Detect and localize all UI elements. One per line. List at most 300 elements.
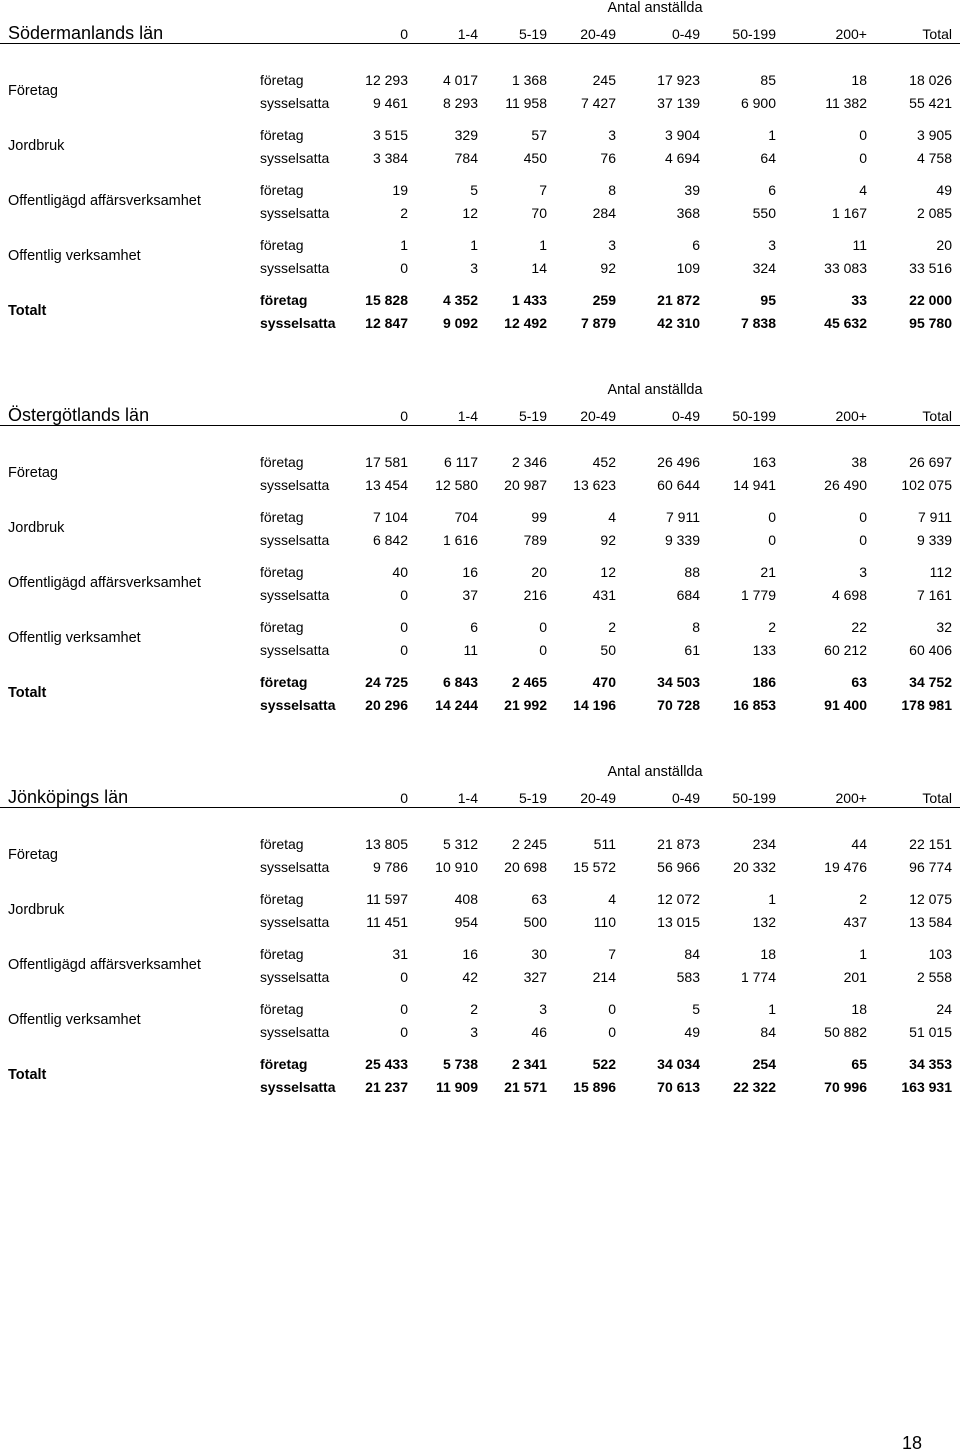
antal-anstallda-caption: Antal anställda [607,0,703,16]
table-cell: 39 [684,182,700,198]
table-cell: 70 [531,205,547,221]
table-cell: 12 075 [909,891,952,907]
table-cell: 437 [843,914,867,930]
table-cell: 7 427 [580,95,616,111]
table-cell: 21 872 [657,292,700,308]
table-cell: 13 015 [657,914,700,930]
table-cell: 7 104 [372,509,408,525]
table-cell: 34 353 [909,1056,952,1072]
row-category: Offentligägd affärsverksamhet [8,193,201,209]
table-cell: 4 [608,509,616,525]
table-cell: 132 [752,914,776,930]
column-header: 50-199 [732,408,776,424]
row-category: Offentlig verksamhet [8,1012,141,1028]
table-cell: 12 293 [365,72,408,88]
table-cell: 13 454 [365,477,408,493]
row-label: företag [260,127,304,143]
table-cell: 22 151 [909,836,952,852]
table-cell: 3 [470,1024,478,1040]
row-label: företag [260,1001,304,1017]
table-cell: 8 [692,619,700,635]
table-cell: 21 [760,564,776,580]
table-cell: 60 212 [824,642,867,658]
table-cell: 8 [608,182,616,198]
table-cell: 954 [454,914,478,930]
row-label: sysselsatta [260,315,336,331]
table-cell: 17 581 [365,454,408,470]
table-section [0,0,960,340]
table-cell: 50 [600,642,616,658]
table-cell: 12 580 [435,477,478,493]
column-header: 50-199 [732,26,776,42]
column-header: 0 [400,408,408,424]
table-cell: 522 [592,1056,616,1072]
table-cell: 38 [851,454,867,470]
table-cell: 0 [608,1024,616,1040]
table-cell: 9 339 [664,532,700,548]
antal-anstallda-caption: Antal anställda [607,764,703,780]
table-cell: 18 [851,1001,867,1017]
table-cell: 7 879 [580,315,616,331]
row-category: Offentlig verksamhet [8,630,141,646]
table-cell: 56 966 [657,859,700,875]
table-cell: 18 026 [909,72,952,88]
row-label: företag [260,1056,308,1072]
table-cell: 452 [592,454,616,470]
table-cell: 61 [684,642,700,658]
row-category: Totalt [8,685,47,701]
table-cell: 511 [593,836,616,852]
table-cell: 2 558 [916,969,952,985]
table-cell: 16 853 [733,697,776,713]
row-category: Jordbruk [8,520,65,536]
column-header: 0 [400,26,408,42]
table-cell: 19 476 [824,859,867,875]
table-cell: 3 [539,1001,547,1017]
table-cell: 11 [463,642,478,658]
table-cell: 85 [760,72,776,88]
table-cell: 6 843 [442,674,478,690]
table-cell: 22 [851,619,867,635]
column-header: Total [922,408,952,424]
section-title: Jönköpings län [8,787,129,807]
table-cell: 2 341 [511,1056,547,1072]
table-cell: 0 [400,587,408,603]
table-cell: 3 [859,564,867,580]
table-cell: 7 [539,182,547,198]
section-title: Södermanlands län [8,23,164,43]
table-section [0,382,960,722]
table-cell: 3 [470,260,478,276]
table-cell: 13 623 [573,477,616,493]
row-label: sysselsatta [260,642,330,658]
table-cell: 201 [843,969,867,985]
row-label: sysselsatta [260,969,330,985]
table-cell: 5 [470,182,478,198]
table-cell: 1 [539,237,547,253]
table-cell: 704 [454,509,478,525]
table-cell: 11 [852,237,867,253]
table-cell: 0 [859,150,867,166]
table-cell: 12 847 [365,315,408,331]
header-rule [0,43,960,44]
column-header: 20-49 [580,408,616,424]
row-label: sysselsatta [260,587,330,603]
table-cell: 133 [752,642,776,658]
row-label: sysselsatta [260,205,330,221]
table-cell: 3 [768,237,776,253]
table-cell: 1 167 [831,205,867,221]
table-cell: 26 490 [824,477,867,493]
row-label: sysselsatta [260,697,336,713]
table-cell: 1 [768,891,776,907]
table-cell: 22 322 [733,1079,776,1095]
table-cell: 0 [400,260,408,276]
table-cell: 12 072 [657,891,700,907]
table-cell: 10 910 [435,859,478,875]
table-cell: 21 992 [504,697,547,713]
column-header: 1-4 [457,408,478,424]
table-cell: 46 [531,1024,547,1040]
table-cell: 12 [462,205,478,221]
table-cell: 178 981 [901,697,952,713]
table-cell: 11 958 [505,95,547,111]
table-cell: 1 [768,1001,776,1017]
table-cell: 7 161 [916,587,952,603]
row-label: företag [260,674,308,690]
table-cell: 32 [936,619,952,635]
table-cell: 3 904 [664,127,700,143]
row-label: företag [260,292,308,308]
table-cell: 9 461 [372,95,408,111]
table-cell: 18 [760,946,776,962]
table-cell: 14 196 [573,697,616,713]
table-cell: 4 352 [442,292,478,308]
table-cell: 42 [462,969,478,985]
table-cell: 1 774 [740,969,776,985]
table-cell: 3 515 [372,127,408,143]
table-cell: 2 [400,205,408,221]
table-cell: 6 900 [740,95,776,111]
column-header: 0-49 [671,408,700,424]
table-cell: 789 [523,532,547,548]
section-title: Östergötlands län [8,405,150,425]
table-cell: 2 [470,1001,478,1017]
table-cell: 14 [531,260,547,276]
table-cell: 57 [531,127,547,143]
table-cell: 37 139 [657,95,700,111]
row-label: sysselsatta [260,95,330,111]
table-cell: 70 996 [824,1079,867,1095]
header-rule [0,425,960,426]
row-category: Totalt [8,1067,47,1083]
table-cell: 4 694 [664,150,700,166]
table-cell: 259 [592,292,616,308]
table-cell: 109 [676,260,700,276]
table-cell: 40 [392,564,408,580]
table-cell: 0 [400,619,408,635]
table-cell: 33 083 [824,260,867,276]
table-cell: 88 [684,564,700,580]
row-label: sysselsatta [260,914,330,930]
table-cell: 44 [851,836,867,852]
table-cell: 99 [531,509,547,525]
table-cell: 20 [531,564,547,580]
table-cell: 216 [523,587,547,603]
table-cell: 0 [859,127,867,143]
row-category: Jordbruk [8,138,65,154]
row-category: Offentligägd affärsverksamhet [8,957,201,973]
table-cell: 4 698 [831,587,867,603]
column-header: 0 [400,790,408,806]
table-cell: 13 584 [909,914,952,930]
table-cell: 0 [768,532,776,548]
table-cell: 30 [531,946,547,962]
table-cell: 15 828 [365,292,408,308]
table-cell: 20 [936,237,952,253]
table-cell: 95 [760,292,776,308]
table-cell: 91 400 [824,697,867,713]
table-cell: 11 597 [366,891,408,907]
table-cell: 70 613 [657,1079,700,1095]
table-cell: 15 572 [573,859,616,875]
table-cell: 110 [593,914,616,930]
table-cell: 95 780 [909,315,952,331]
column-header: 1-4 [457,26,478,42]
table-cell: 3 [608,127,616,143]
column-header: 1-4 [457,790,478,806]
table-cell: 408 [454,891,478,907]
table-cell: 2 085 [916,205,952,221]
table-cell: 1 433 [511,292,547,308]
table-cell: 92 [600,532,616,548]
row-label: sysselsatta [260,150,330,166]
table-cell: 65 [851,1056,867,1072]
table-cell: 284 [592,205,616,221]
table-cell: 45 632 [824,315,867,331]
table-cell: 684 [676,587,700,603]
table-cell: 17 923 [657,72,700,88]
table-cell: 0 [400,1001,408,1017]
table-cell: 1 [859,946,867,962]
table-cell: 3 905 [916,127,952,143]
table-cell: 0 [539,642,547,658]
row-label: företag [260,182,304,198]
table-cell: 96 774 [909,859,952,875]
column-header: Total [922,26,952,42]
table-cell: 55 421 [909,95,952,111]
row-label: sysselsatta [260,1024,330,1040]
table-cell: 186 [752,674,776,690]
table-cell: 5 312 [442,836,478,852]
table-cell: 33 516 [909,260,952,276]
table-cell: 103 [928,946,952,962]
table-cell: 18 [851,72,867,88]
table-cell: 254 [752,1056,776,1072]
column-header: 5-19 [518,790,547,806]
table-cell: 50 882 [824,1024,867,1040]
table-cell: 20 987 [504,477,547,493]
row-label: företag [260,619,304,635]
table-cell: 2 465 [511,674,547,690]
table-cell: 329 [454,127,478,143]
table-cell: 21 873 [657,836,700,852]
table-cell: 34 034 [657,1056,700,1072]
table-cell: 25 433 [365,1056,408,1072]
table-cell: 31 [392,946,408,962]
column-header: 200+ [835,408,867,424]
table-cell: 1 779 [740,587,776,603]
table-cell: 12 492 [504,315,547,331]
table-cell: 22 000 [909,292,952,308]
table-cell: 33 [851,292,867,308]
table-cell: 7 911 [666,509,700,525]
table-cell: 3 [608,237,616,253]
table-cell: 163 931 [901,1079,952,1095]
table-cell: 60 644 [657,477,700,493]
table-cell: 11 451 [366,914,408,930]
table-cell: 84 [760,1024,776,1040]
table-cell: 234 [752,836,776,852]
table-cell: 500 [523,914,547,930]
table-cell: 163 [752,454,776,470]
table-cell: 15 896 [573,1079,616,1095]
table-cell: 550 [752,205,776,221]
table-cell: 450 [523,150,547,166]
row-label: företag [260,237,304,253]
table-cell: 0 [859,509,867,525]
row-category: Företag [8,847,58,863]
row-category: Företag [8,465,58,481]
table-cell: 37 [462,587,478,603]
table-cell: 6 [692,237,700,253]
table-cell: 13 805 [365,836,408,852]
antal-anstallda-caption: Antal anställda [607,382,703,398]
table-cell: 1 [400,237,408,253]
table-cell: 327 [523,969,547,985]
table-cell: 63 [531,891,547,907]
table-section [0,764,960,1104]
column-header: Total [922,790,952,806]
table-cell: 26 697 [909,454,952,470]
table-cell: 24 [936,1001,952,1017]
table-cell: 20 698 [504,859,547,875]
table-cell: 14 941 [733,477,776,493]
row-label: företag [260,454,304,470]
row-category: Offentlig verksamhet [8,248,141,264]
table-cell: 431 [592,587,616,603]
row-label: företag [260,946,304,962]
row-label: företag [260,891,304,907]
table-cell: 3 384 [372,150,408,166]
table-cell: 1 368 [511,72,547,88]
table-cell: 7 838 [740,315,776,331]
table-cell: 245 [592,72,616,88]
table-cell: 7 [608,946,616,962]
table-cell: 0 [539,619,547,635]
table-cell: 0 [400,642,408,658]
table-cell: 92 [600,260,616,276]
row-category: Totalt [8,303,47,319]
column-header: 0-49 [671,26,700,42]
table-cell: 5 738 [442,1056,478,1072]
table-cell: 84 [684,946,700,962]
table-cell: 9 092 [442,315,478,331]
column-header: 5-19 [518,26,547,42]
table-cell: 16 [462,564,478,580]
table-cell: 0 [608,1001,616,1017]
table-cell: 19 [392,182,408,198]
row-category: Jordbruk [8,902,65,918]
table-cell: 6 [768,182,776,198]
table-cell: 60 406 [909,642,952,658]
table-cell: 112 [929,564,952,580]
table-cell: 2 346 [511,454,547,470]
row-label: sysselsatta [260,1079,336,1095]
table-cell: 784 [454,150,478,166]
table-cell: 70 728 [657,697,700,713]
table-cell: 583 [676,969,700,985]
column-header: 200+ [835,26,867,42]
row-label: företag [260,836,304,852]
table-cell: 1 616 [442,532,478,548]
table-cell: 51 015 [909,1024,952,1040]
table-cell: 4 758 [916,150,952,166]
table-cell: 16 [462,946,478,962]
table-cell: 34 752 [909,674,952,690]
table-cell: 6 [470,619,478,635]
table-cell: 9 786 [372,859,408,875]
column-header: 0-49 [671,790,700,806]
table-cell: 2 [608,619,616,635]
table-cell: 21 571 [504,1079,547,1095]
page-number: 18 [901,1433,922,1453]
table-cell: 63 [851,674,867,690]
table-cell: 470 [592,674,616,690]
table-cell: 24 725 [365,674,408,690]
table-cell: 49 [936,182,952,198]
table-cell: 7 911 [918,509,952,525]
row-label: företag [260,72,304,88]
table-cell: 20 332 [733,859,776,875]
column-header: 5-19 [518,408,547,424]
table-cell: 11 382 [825,95,867,111]
column-header: 50-199 [732,790,776,806]
table-cell: 0 [859,532,867,548]
table-cell: 5 [692,1001,700,1017]
row-label: sysselsatta [260,477,330,493]
table-cell: 20 296 [365,697,408,713]
table-cell: 0 [400,1024,408,1040]
table-cell: 21 237 [365,1079,408,1095]
table-cell: 1 [768,127,776,143]
table-cell: 26 496 [657,454,700,470]
table-cell: 4 [608,891,616,907]
row-label: sysselsatta [260,260,330,276]
row-label: företag [260,564,304,580]
table-cell: 6 842 [372,532,408,548]
table-cell: 76 [600,150,616,166]
table-cell: 64 [760,150,776,166]
row-label: sysselsatta [260,532,330,548]
table-cell: 4 017 [442,72,478,88]
table-cell: 42 310 [657,315,700,331]
table-cell: 368 [676,205,700,221]
row-label: sysselsatta [260,859,330,875]
column-header: 20-49 [580,790,616,806]
table-cell: 34 503 [657,674,700,690]
table-cell: 2 245 [511,836,547,852]
